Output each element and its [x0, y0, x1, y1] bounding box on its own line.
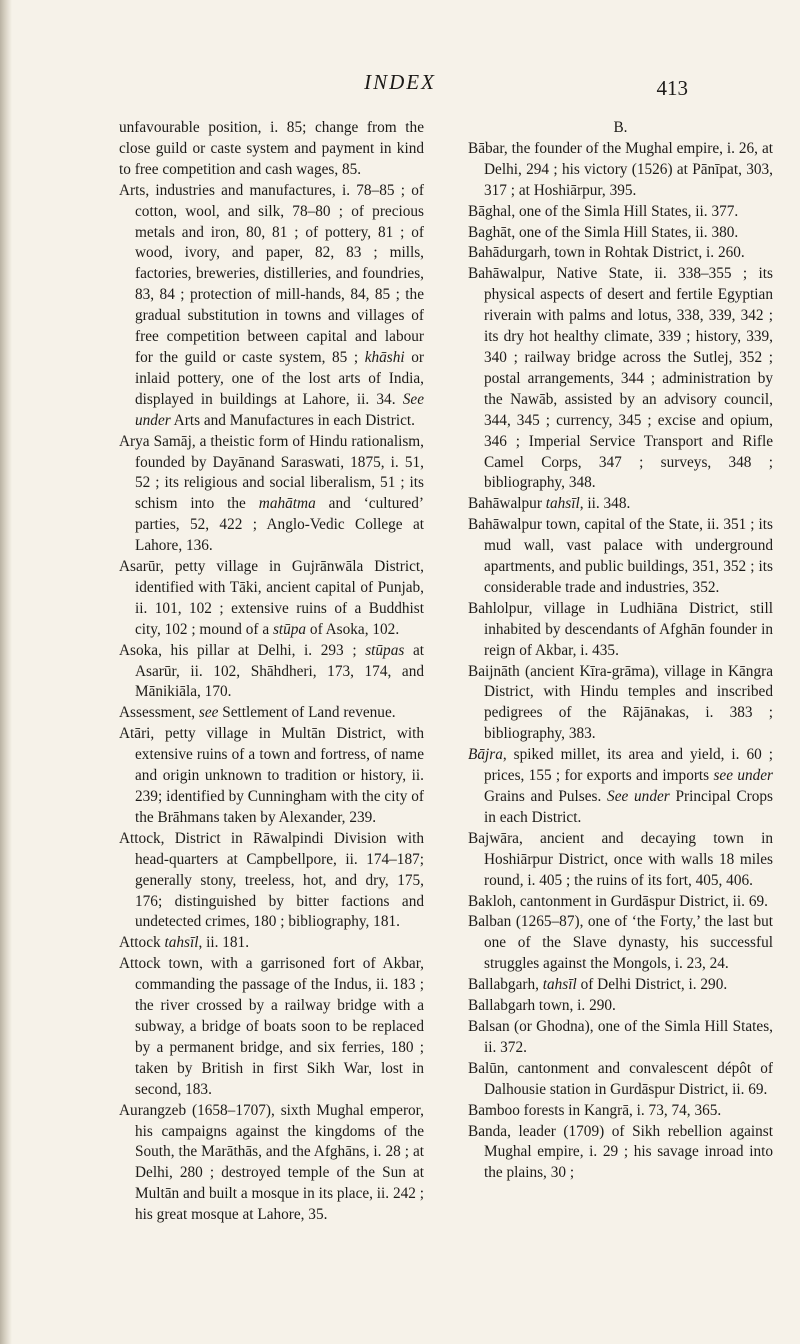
entry-italic-term: See under: [607, 788, 670, 805]
entry-text: of Asoka, 102.: [306, 620, 400, 638]
entry-text: of Delhi District, i. 290.: [576, 976, 728, 994]
index-entry: [468, 975, 773, 996]
running-title: INDEX: [364, 70, 436, 94]
entry-italic-term: tahsīl: [545, 495, 580, 513]
entry-italic-term: stūpas: [365, 641, 405, 659]
entry-text: Bajwāra, ancient and decaying town in Hoshiārpur District, once with walls 18 miles round, i. 405 ; the ruins of its fort, 405, 406.: [468, 829, 773, 889]
entry-text: Bahādurgarh, town in Rohtak District, i. 260.: [468, 244, 745, 262]
entry-text: Aurangzeb (1658–1707), sixth Mughal emperor, his campaigns against the kingdoms of the South, the Marāthās, and the Afghāns, i. 28 ; at Delhi, 280 ; destroyed temple of the Sun at Multān and built a mosque in its place, ii. 242 ; his great mosque at Lahore, 35.: [119, 1101, 424, 1224]
index-entry: [468, 1122, 773, 1185]
entry-text: Arya Samāj, a theistic form of Hindu rationalism, founded by Dayānand Saraswati, 1875, i. 51, 52 ; its religious and social liberalism, 51 ; its schism into the: [119, 432, 424, 513]
entry-text: or inlaid pottery, one of the lost arts of India, displayed in buildings at Lahore, ii. 34.: [135, 348, 424, 408]
entry-text: , spiked millet, its area and yield, i. 60 ; prices, 155 ; for exports and imports: [484, 746, 773, 785]
right-column-entries: [468, 139, 773, 1184]
entry-text: at Asarūr, ii. 102, Shāhdheri, 173, 174, and Mānikiāla, 170.: [135, 641, 424, 701]
index-entry: [119, 641, 424, 704]
entry-italic-term: see: [198, 704, 219, 722]
entry-text: Bakloh, cantonment in Gurdāspur District, ii. 69.: [468, 892, 768, 910]
index-entry: [468, 912, 773, 975]
index-entry: [468, 494, 773, 515]
index-entry: [468, 139, 773, 202]
entry-text: Attock, District in Rāwalpindi Division with head-quarters at Campbellpore, ii. 174–187; generally stony, treeless, hot, and dry, 175, 176; distinguished by bitter factions and undetected crimes, 180 ; bibliography, 181.: [119, 829, 424, 931]
entry-text: Asarūr, petty village in Gujrānwāla District, identified with Tāki, ancient capital of Punjab, ii. 101, 102 ; extensive ruins of a Buddhist city, 102 ; mound of a: [119, 558, 424, 638]
entry-text: , ii. 348.: [579, 495, 631, 513]
entry-italic-term: tahsīl: [164, 934, 199, 952]
index-entry: [119, 181, 424, 432]
entry-text: Bābar, the founder of the Mughal empire, i. 26, at Delhi, 294 ; his victory (1526) at Pānīpat, 303, 317 ; at Hoshiārpur, 395.: [468, 139, 773, 199]
index-entry: [468, 223, 773, 244]
entry-text: Balūn, cantonment and convalescent dépôt of Dalhousie station in Gurdāspur District, ii. 69.: [468, 1059, 773, 1098]
entry-text: unfavourable position, i. 85; change from the close guild or caste system and payment in kind to free competition and cash wages, 85.: [119, 119, 424, 178]
entry-italic-term: khāshi: [364, 348, 405, 366]
index-entry: [119, 933, 424, 954]
entry-text: Bahāwalpur: [468, 495, 546, 513]
index-entry: [468, 1017, 773, 1059]
index-entry: [119, 724, 424, 829]
index-entry: [468, 662, 773, 746]
index-entry: [468, 996, 773, 1017]
entry-italic-term: see under: [713, 767, 774, 785]
index-entry: [119, 1101, 424, 1226]
entry-text: Settlement of Land revenue.: [218, 704, 396, 722]
entry-text: Bāghal, one of the Simla Hill States, ii. 377.: [468, 202, 739, 220]
index-entry: [119, 829, 424, 934]
entry-text: Arts and Manufactures in each District.: [170, 411, 415, 429]
entry-text: Ballabgarh town, i. 290.: [468, 997, 616, 1015]
entry-text: Principal Crops in each District.: [484, 788, 773, 826]
entry-italic-term: stūpa: [272, 620, 307, 638]
index-entry: [468, 264, 773, 494]
entry-text: Bahlolpur, village in Ludhiāna District, still inhabited by descendants of Afghān founder in reign of Akbar, i. 435.: [468, 599, 773, 659]
entry-italic-term: mahātma: [258, 495, 316, 513]
index-entry: [468, 243, 773, 264]
left-column: [119, 118, 424, 1226]
entry-text: Banda, leader (1709) of Sikh rebellion against Mughal empire, i. 29 ; his savage inroad into the plains, 30 ;: [468, 1122, 773, 1182]
index-entry: [468, 1059, 773, 1101]
entry-text: Attock: [119, 934, 165, 952]
index-entry: [468, 745, 773, 829]
index-entry: [468, 202, 773, 223]
entry-text: Baijnāth (ancient Kīra-grāma), village in Kāngra District, with Hindu temples and inscribed pedigrees of the Rājānakas, i. 383 ; bibliography, 383.: [468, 662, 773, 743]
entry-text: Attock town, with a garrisoned fort of Akbar, commanding the passage of the Indus, ii. 183 ; the river crossed by a railway bridge with a subway, a bridge of boats soon to be replaced by a permanent bridge, and six ferries, 180 ; taken by British in first Sikh War, lost in second, 183.: [119, 955, 424, 1098]
entry-text: Bahāwalpur, Native State, ii. 338–355 ; its physical aspects of desert and fertile Egyptian riverain with palms and lotus, 338, 339, 342 ; its dry hot healthy climate, 339 ; history, 339, 340 ; railway bridge across the Sutlej, 352 ; postal arrangements, 344 ; administration by the Nawāb, assisted by an advisory council, 344, 345 ; currency, 345 ; excise and opium, 346 ; Imperial Service Transport and Rifle Camel Corps, 347 ; surveys, 348 ; bibliography, 348.: [468, 265, 773, 492]
entry-text: , ii. 181.: [198, 934, 250, 952]
entry-text: Bamboo forests in Kangrā, i. 73, 74, 365.: [468, 1101, 722, 1119]
entry-text: Asoka, his pillar at Delhi, i. 293 ;: [119, 641, 366, 659]
index-entry: [468, 599, 773, 662]
index-entry: [119, 557, 424, 641]
entry-text: Balban (1265–87), one of ‘the Forty,’ the last but one of the Slave dynasty, his successful struggles against the Mongols, i. 23, 24.: [468, 913, 773, 973]
index-entry: [119, 432, 424, 557]
entry-text: Balsan (or Ghodna), one of the Simla Hill States, ii. 372.: [468, 1017, 773, 1056]
index-entry: [468, 1101, 773, 1122]
index-entry: [468, 829, 773, 892]
section-letter: B.: [613, 119, 628, 136]
index-entry: [119, 118, 424, 181]
entry-italic-term: tahsīl: [542, 976, 577, 994]
entry-text: and ‘cultured’ parties, 52, 422 ; Anglo-Vedic College at Lahore, 136.: [135, 495, 424, 555]
entry-text: Arts, industries and manufactures, i. 78–85 ; of cotton, wool, and silk, 78–80 ; of precious metals and iron, 80, 81 ; of pottery, 81 ; of wood, ivory, and paper, 82, 83 ; mills, factories, breweries, distilleries, and foundries, 83, 84 ; protection of mill-hands, 84, 85 ; the gradual substitution in towns and villages of free competition between capital and labour for the guild or caste system, 85 ;: [119, 181, 424, 366]
index-entry: [468, 892, 773, 913]
index-entry: [468, 515, 773, 599]
entry-text: Grains and Pulses.: [484, 788, 608, 805]
entry-text: Assessment,: [119, 704, 199, 722]
page-number: 413: [656, 76, 688, 100]
book-spine-shadow: [0, 0, 12, 1344]
entry-text: Ballabgarh,: [468, 976, 543, 994]
entry-italic-term: Bājra: [468, 746, 503, 764]
entry-text: Atāri, petty village in Multān District, with extensive ruins of a town and fortress, of name and origin unknown to tradition or history, ii. 239; identified by Cunningham with the city of the Brāhmans taken by Alexander, 239.: [119, 725, 424, 826]
entry-text: Baghāt, one of the Simla Hill States, ii. 380.: [468, 223, 739, 241]
right-column: [468, 118, 773, 1184]
entry-italic-term: See under: [135, 390, 424, 429]
index-entry: [119, 954, 424, 1100]
entry-text: Bahāwalpur town, capital of the State, ii. 351 ; its mud wall, vast palace with underground apartments, and public buildings, 351, 352 ; its considerable trade and industries, 352.: [468, 516, 773, 596]
running-head: [0, 70, 800, 100]
index-entry: [119, 703, 424, 724]
